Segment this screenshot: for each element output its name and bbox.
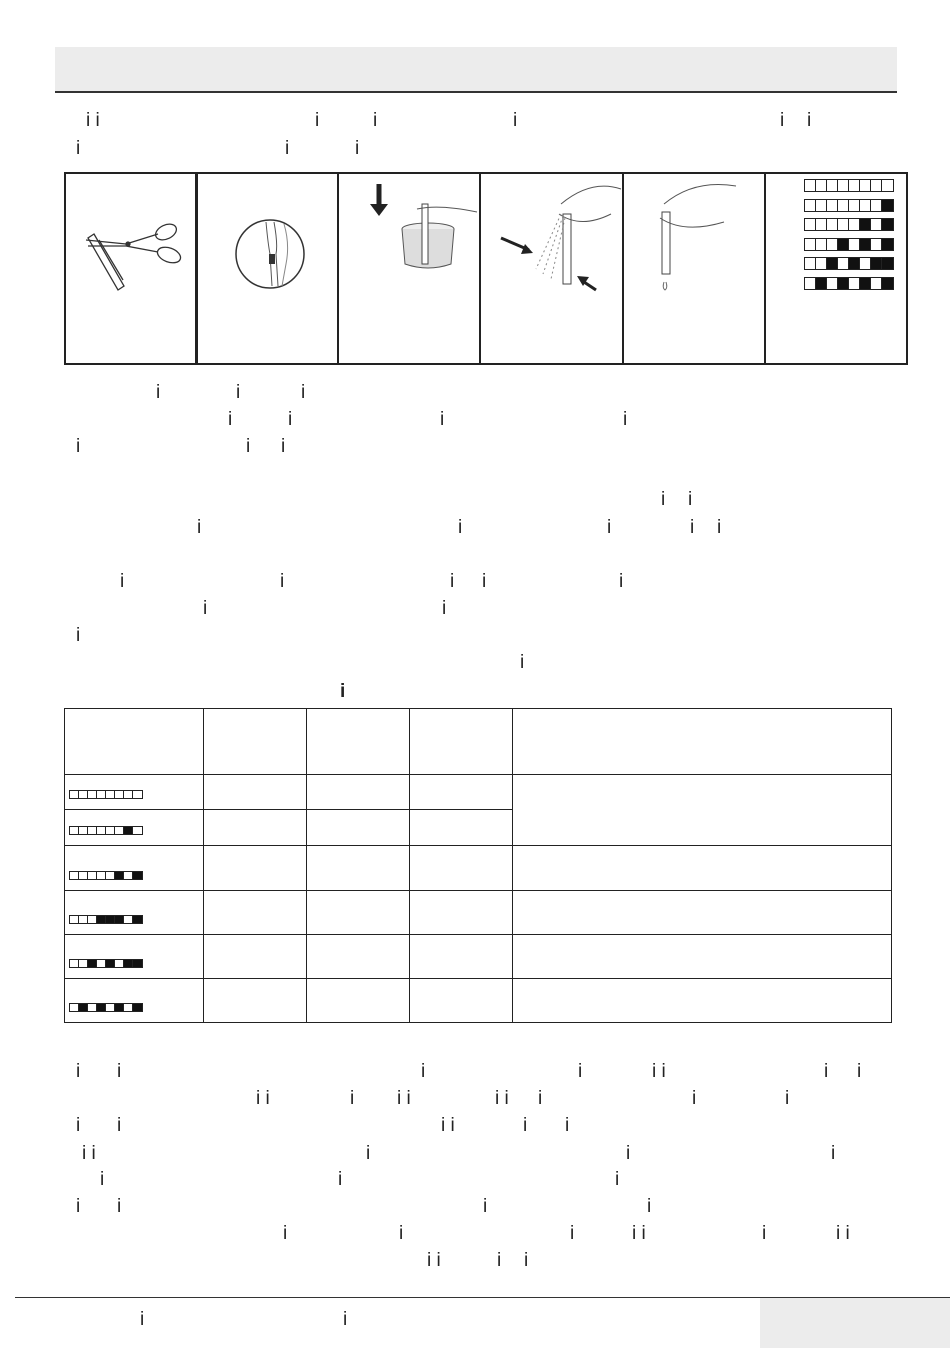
intro-glyph: i xyxy=(285,138,290,159)
strip-pad xyxy=(860,278,871,289)
strip-pad xyxy=(849,200,860,211)
strip-pad xyxy=(124,872,133,879)
strip-pad xyxy=(97,1004,106,1011)
strip-pad xyxy=(882,258,893,269)
strip-pad xyxy=(124,960,133,967)
body-glyph: i xyxy=(76,1196,81,1217)
table-cell xyxy=(307,810,410,846)
strip-pad xyxy=(882,180,893,191)
body-glyph: i xyxy=(283,1223,288,1244)
panel-strip-closeup xyxy=(196,172,339,365)
body-glyph: i i xyxy=(256,1088,270,1109)
table-cell xyxy=(410,810,513,846)
table-header-cell xyxy=(204,709,307,775)
intro-glyph: i xyxy=(807,110,812,131)
body-glyph: i xyxy=(228,409,233,430)
table-cell xyxy=(410,935,513,979)
strip-cell xyxy=(65,935,204,979)
strip-pad xyxy=(882,278,893,289)
body-glyph: i xyxy=(647,1196,652,1217)
strip-pad xyxy=(827,278,838,289)
strip-pad xyxy=(70,960,79,967)
intro-glyph: i i xyxy=(86,110,100,131)
body-glyph: i xyxy=(203,598,208,619)
strip-pad xyxy=(849,258,860,269)
strip-pad xyxy=(79,827,88,834)
body-glyph: i xyxy=(831,1143,836,1164)
strip-pad xyxy=(838,200,849,211)
body-glyph: i xyxy=(523,1115,528,1136)
strip-pad xyxy=(816,200,827,211)
table-cell xyxy=(307,846,410,891)
strip-pad xyxy=(88,791,97,798)
strip-pad xyxy=(849,239,860,250)
body-glyph: i i xyxy=(427,1250,441,1271)
table-cell xyxy=(204,810,307,846)
intro-glyph: i xyxy=(76,138,81,159)
table-row xyxy=(65,979,892,1023)
strip-pad xyxy=(115,827,124,834)
table-cell xyxy=(307,891,410,935)
strip-pad xyxy=(882,239,893,250)
strip-pad xyxy=(133,916,142,923)
strip-pad xyxy=(106,872,115,879)
table-row xyxy=(65,935,892,979)
strip-cell xyxy=(65,810,204,846)
strip-pad xyxy=(805,239,816,250)
strip-pad xyxy=(124,827,133,834)
strip-pad xyxy=(838,180,849,191)
body-glyph: i xyxy=(690,517,695,538)
body-glyph: i xyxy=(366,1143,371,1164)
strip-pad xyxy=(115,872,124,879)
strip-pad xyxy=(816,258,827,269)
scale-strip-4 xyxy=(804,257,894,270)
body-glyph: i xyxy=(120,571,125,592)
table-cell xyxy=(204,935,307,979)
footer-glyph: i xyxy=(140,1309,145,1330)
body-glyph: i xyxy=(76,625,81,646)
strip-pad xyxy=(860,180,871,191)
body-glyph: i xyxy=(288,409,293,430)
strip-pad xyxy=(97,872,106,879)
footer-glyph: i xyxy=(343,1309,348,1330)
strip-pad xyxy=(70,916,79,923)
scale-strip-5 xyxy=(804,277,894,290)
body-glyph: i xyxy=(717,517,722,538)
body-glyph: i xyxy=(338,1169,343,1190)
strip-pad xyxy=(816,219,827,230)
table-cell xyxy=(513,935,892,979)
strip-pad xyxy=(124,791,133,798)
strip-pad xyxy=(124,916,133,923)
body-glyph: i xyxy=(440,409,445,430)
strip-pad xyxy=(97,827,106,834)
strip-pad xyxy=(805,278,816,289)
strip-pad xyxy=(816,278,827,289)
body-glyph: i xyxy=(538,1088,543,1109)
scissors-icon xyxy=(66,174,195,363)
test-strip-level-4 xyxy=(69,959,143,968)
strip-pad xyxy=(79,1004,88,1011)
table-row xyxy=(65,775,892,810)
strip-pad xyxy=(88,827,97,834)
table-cell xyxy=(410,979,513,1023)
body-glyph: i i xyxy=(441,1115,455,1136)
table-row xyxy=(65,846,892,891)
strip-pad xyxy=(849,278,860,289)
panel-colour-scale xyxy=(764,172,908,365)
body-glyph: i xyxy=(578,1061,583,1082)
strip-pad xyxy=(871,200,882,211)
body-glyph: i xyxy=(76,1115,81,1136)
panel-scissors xyxy=(64,172,197,365)
intro-glyph: i xyxy=(355,138,360,159)
strip-pad xyxy=(849,180,860,191)
table-cell xyxy=(204,775,307,810)
hold-strip-icon xyxy=(624,174,764,363)
table-header-cell xyxy=(307,709,410,775)
body-glyph: i xyxy=(450,571,455,592)
table-cell xyxy=(410,775,513,810)
strip-pad xyxy=(827,258,838,269)
table-title: i xyxy=(340,681,346,702)
strip-pad xyxy=(805,200,816,211)
strip-pad xyxy=(106,827,115,834)
strip-pad xyxy=(88,1004,97,1011)
strip-pad xyxy=(871,278,882,289)
strip-pad xyxy=(115,791,124,798)
test-strip-level-0 xyxy=(69,790,143,799)
strip-pad xyxy=(133,791,142,798)
table-cell xyxy=(204,979,307,1023)
intro-glyph: i xyxy=(780,110,785,131)
body-glyph: i i xyxy=(495,1088,509,1109)
intro-glyph: i xyxy=(315,110,320,131)
body-glyph: i xyxy=(570,1223,575,1244)
body-glyph: i xyxy=(301,382,306,403)
strip-pad xyxy=(871,219,882,230)
strip-pad xyxy=(838,239,849,250)
strip-pad xyxy=(79,916,88,923)
dip-in-water-icon xyxy=(339,174,479,363)
strip-pad xyxy=(97,791,106,798)
body-glyph: i xyxy=(117,1196,122,1217)
scale-strip-1 xyxy=(804,199,894,212)
table-cell xyxy=(513,775,892,846)
strip-pad xyxy=(70,827,79,834)
table-cell xyxy=(513,979,892,1023)
body-glyph: i xyxy=(524,1250,529,1271)
strip-pad xyxy=(860,258,871,269)
body-glyph: i xyxy=(615,1169,620,1190)
strip-pad xyxy=(827,200,838,211)
body-glyph: i xyxy=(661,489,666,510)
strip-pad xyxy=(70,1004,79,1011)
body-glyph: i xyxy=(785,1088,790,1109)
strip-pad xyxy=(838,278,849,289)
body-glyph: i xyxy=(483,1196,488,1217)
body-glyph: i xyxy=(156,382,161,403)
strip-pad xyxy=(79,872,88,879)
table-cell xyxy=(513,846,892,891)
body-glyph: i xyxy=(280,571,285,592)
strip-pad xyxy=(805,180,816,191)
strip-pad xyxy=(79,791,88,798)
table-row xyxy=(65,891,892,935)
body-glyph: i xyxy=(350,1088,355,1109)
body-glyph: i xyxy=(520,652,525,673)
body-glyph: i xyxy=(117,1061,122,1082)
strip-pad xyxy=(97,960,106,967)
strip-pad xyxy=(115,960,124,967)
body-glyph: i xyxy=(762,1223,767,1244)
strip-pad xyxy=(106,960,115,967)
strip-pad xyxy=(133,960,142,967)
body-glyph: i xyxy=(76,1061,81,1082)
strip-pad xyxy=(816,180,827,191)
scale-strip-3 xyxy=(804,238,894,251)
strip-pad xyxy=(882,200,893,211)
body-glyph: i i xyxy=(632,1223,646,1244)
strip-pad xyxy=(805,258,816,269)
test-strip-magnifier-icon xyxy=(198,174,337,363)
strip-pad xyxy=(133,827,142,834)
strip-cell xyxy=(65,891,204,935)
strip-pad xyxy=(88,960,97,967)
strip-pad xyxy=(838,219,849,230)
body-glyph: i xyxy=(76,436,81,457)
strip-pad xyxy=(816,239,827,250)
table-header-cell xyxy=(513,709,892,775)
body-glyph: i xyxy=(482,571,487,592)
strip-pad xyxy=(871,239,882,250)
strip-pad xyxy=(860,200,871,211)
strip-pad xyxy=(871,180,882,191)
body-glyph: i xyxy=(824,1061,829,1082)
body-glyph: i xyxy=(623,409,628,430)
strip-pad xyxy=(70,791,79,798)
body-glyph: i i xyxy=(82,1143,96,1164)
strip-pad xyxy=(849,219,860,230)
body-glyph: i xyxy=(688,489,693,510)
strip-pad xyxy=(115,916,124,923)
body-glyph: i xyxy=(236,382,241,403)
panel-shake xyxy=(479,172,624,365)
strip-pad xyxy=(124,1004,133,1011)
table-cell xyxy=(204,891,307,935)
strip-pad xyxy=(827,219,838,230)
strip-pad xyxy=(882,219,893,230)
table-cell xyxy=(204,846,307,891)
strip-pad xyxy=(106,791,115,798)
table-cell xyxy=(410,846,513,891)
body-glyph: i xyxy=(100,1169,105,1190)
strip-pad xyxy=(860,239,871,250)
strip-pad xyxy=(133,872,142,879)
header-bar xyxy=(55,47,897,93)
strip-pad xyxy=(827,239,838,250)
test-strip-level-3 xyxy=(69,915,143,924)
strip-pad xyxy=(79,960,88,967)
strip-pad xyxy=(838,258,849,269)
body-glyph: i i xyxy=(836,1223,850,1244)
shake-strip-icon xyxy=(481,174,622,363)
body-glyph: i i xyxy=(397,1088,411,1109)
strip-pad xyxy=(70,872,79,879)
strip-cell xyxy=(65,846,204,891)
body-glyph: i xyxy=(497,1250,502,1271)
test-strip-level-2 xyxy=(69,871,143,880)
strip-pad xyxy=(115,1004,124,1011)
table-header-cell xyxy=(65,709,204,775)
table-cell xyxy=(307,935,410,979)
strip-cell xyxy=(65,979,204,1023)
test-strip-level-5 xyxy=(69,1003,143,1012)
body-glyph: i xyxy=(692,1088,697,1109)
strip-pad xyxy=(805,219,816,230)
body-glyph: i xyxy=(458,517,463,538)
strip-pad xyxy=(88,872,97,879)
body-glyph: i xyxy=(626,1143,631,1164)
body-glyph: i xyxy=(117,1115,122,1136)
table-cell xyxy=(307,775,410,810)
strip-pad xyxy=(133,1004,142,1011)
table-cell xyxy=(307,979,410,1023)
strip-cell xyxy=(65,775,204,810)
page-number-box xyxy=(760,1298,950,1348)
panel-dip xyxy=(337,172,481,365)
strip-pad xyxy=(827,180,838,191)
intro-glyph: i xyxy=(513,110,518,131)
table-cell xyxy=(410,891,513,935)
body-glyph: i xyxy=(421,1061,426,1082)
body-glyph: i xyxy=(197,517,202,538)
strip-pad xyxy=(106,916,115,923)
water-hardness-table xyxy=(64,708,892,1023)
body-glyph: i xyxy=(565,1115,570,1136)
body-glyph: i xyxy=(246,436,251,457)
strip-pad xyxy=(860,219,871,230)
scale-strip-0 xyxy=(804,179,894,192)
table-header-cell xyxy=(410,709,513,775)
body-glyph: i xyxy=(857,1061,862,1082)
body-glyph: i i xyxy=(652,1061,666,1082)
body-glyph: i xyxy=(619,571,624,592)
strip-pad xyxy=(106,1004,115,1011)
intro-glyph: i xyxy=(373,110,378,131)
table-cell xyxy=(513,891,892,935)
body-glyph: i xyxy=(442,598,447,619)
strip-pad xyxy=(97,916,106,923)
strip-pad xyxy=(871,258,882,269)
panel-wait xyxy=(622,172,766,365)
test-strip-level-1 xyxy=(69,826,143,835)
scale-strip-2 xyxy=(804,218,894,231)
strip-pad xyxy=(88,916,97,923)
body-glyph: i xyxy=(281,436,286,457)
body-glyph: i xyxy=(607,517,612,538)
body-glyph: i xyxy=(399,1223,404,1244)
table-header-row xyxy=(65,709,892,775)
